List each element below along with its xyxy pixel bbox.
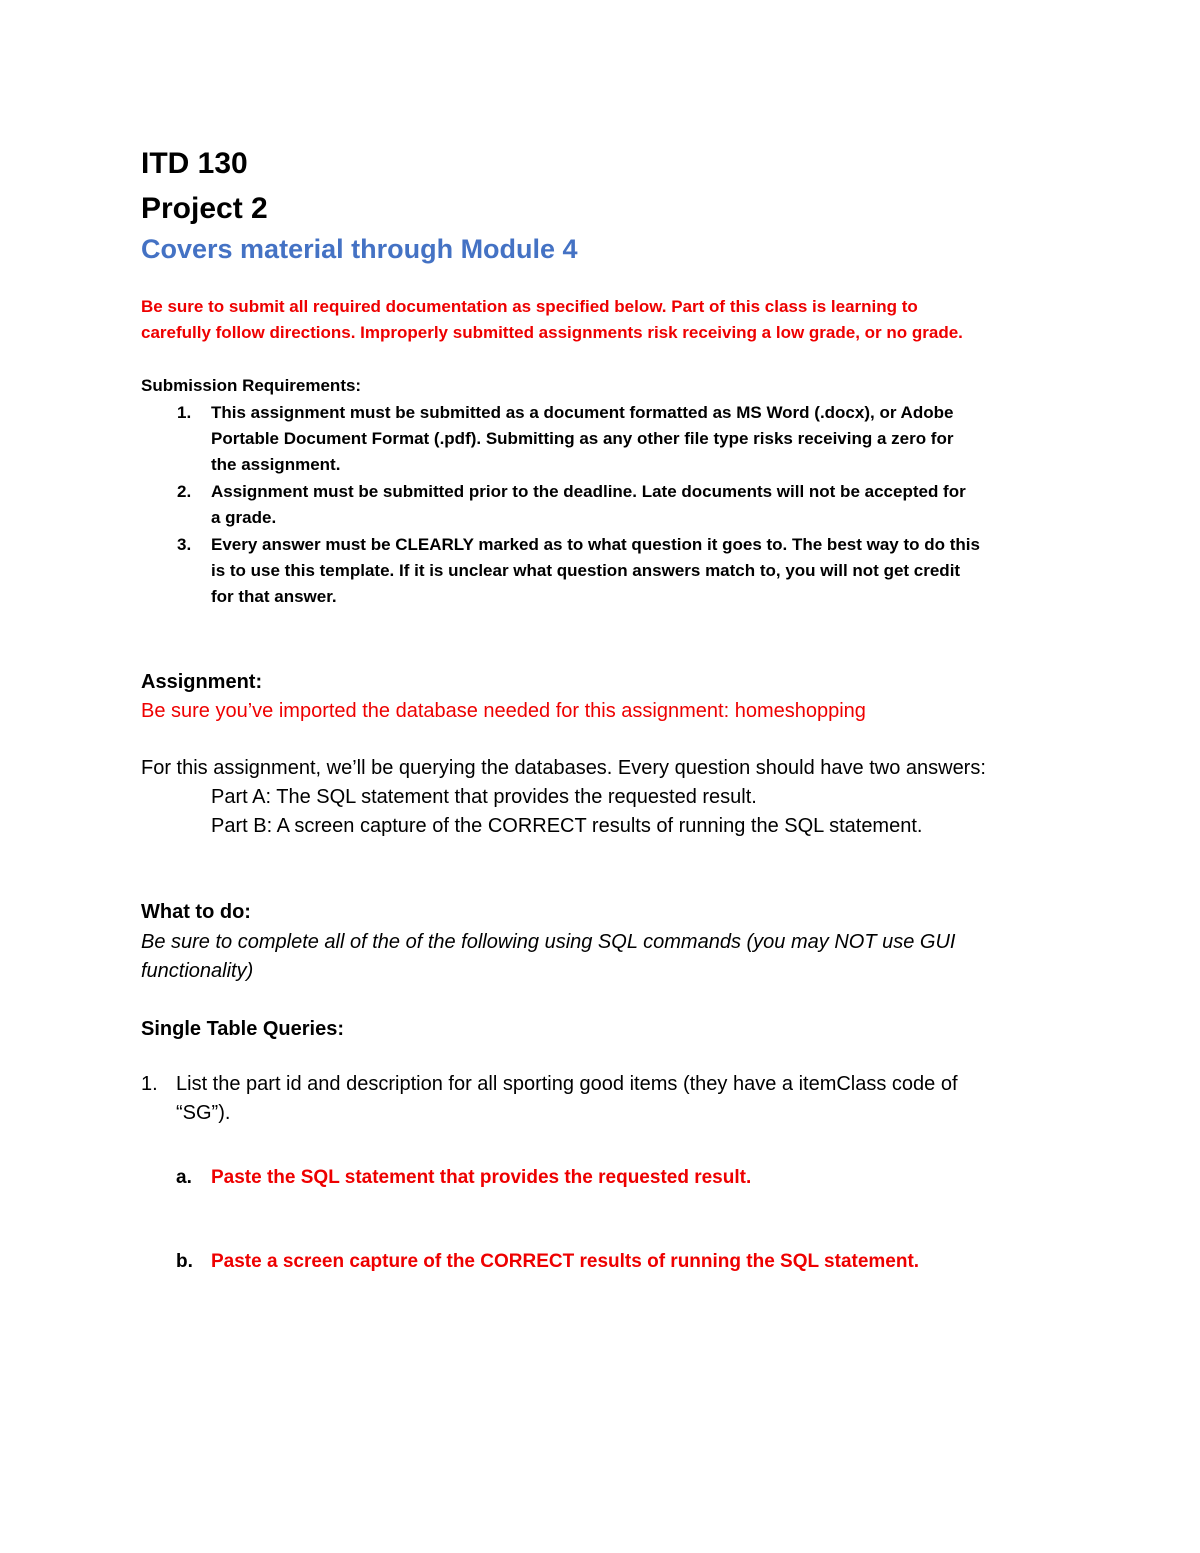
sub-question-letter: a. [176,1167,192,1188]
part-a-description: Part A: The SQL statement that provides the requested result. [211,786,757,808]
list-number: 2. [177,482,192,501]
question-line: List the part id and description for all sporting good items (they have a itemClass code of [176,1073,958,1095]
list-item-line: Assignment must be submitted prior to the deadline. Late documents will not be accepted for [211,482,966,501]
question-number: 1. [141,1073,158,1095]
list-item-line: Portable Document Format (.pdf). Submitting as any other file type risks receiving a zero for [211,429,954,448]
submission-heading: Submission Requirements: [141,376,362,395]
sub-question-text: Paste a screen capture of the CORRECT results of running the SQL statement. [211,1251,920,1272]
assignment-heading: Assignment: [141,671,263,693]
list-number: 1. [177,403,192,422]
coverage-subtitle: Covers material through Module 4 [141,234,578,264]
assignment-intro: For this assignment, we’ll be querying the databases. Every question should have two answers: [141,757,986,779]
database-note: Be sure you’ve imported the database needed for this assignment: homeshopping [141,700,866,722]
list-item-line: for that answer. [211,587,337,606]
list-item-line: the assignment. [211,455,341,474]
list-item-line: a grade. [211,508,277,527]
list-item-line: Every answer must be CLEARLY marked as to what question it goes to. The best way to do this [211,535,980,554]
sub-question-text: Paste the SQL statement that provides the requested result. [211,1167,752,1188]
list-number: 3. [177,535,192,554]
single-table-heading: Single Table Queries: [141,1018,345,1040]
part-b-description: Part B: A screen capture of the CORRECT results of running the SQL statement. [211,815,923,837]
course-title: ITD 130 [141,147,248,180]
project-title: Project 2 [141,192,268,225]
sub-question-letter: b. [176,1251,193,1272]
what-to-do-line-1: Be sure to complete all of the of the following using SQL commands (you may NOT use GUI [141,931,956,953]
warning-line-2: carefully follow directions. Improperly submitted assignments risk receiving a low grade, or no grade. [141,323,963,342]
list-item-line: This assignment must be submitted as a document formatted as MS Word (.docx), or Adobe [211,403,954,422]
warning-line-1: Be sure to submit all required documentation as specified below. Part of this class is learning to [141,297,918,316]
list-item-line: is to use this template. If it is unclear what question answers match to, you will not get credit [211,561,961,580]
what-to-do-line-2: functionality) [141,960,254,982]
what-to-do-heading: What to do: [141,901,251,923]
question-line: “SG”). [176,1102,231,1124]
